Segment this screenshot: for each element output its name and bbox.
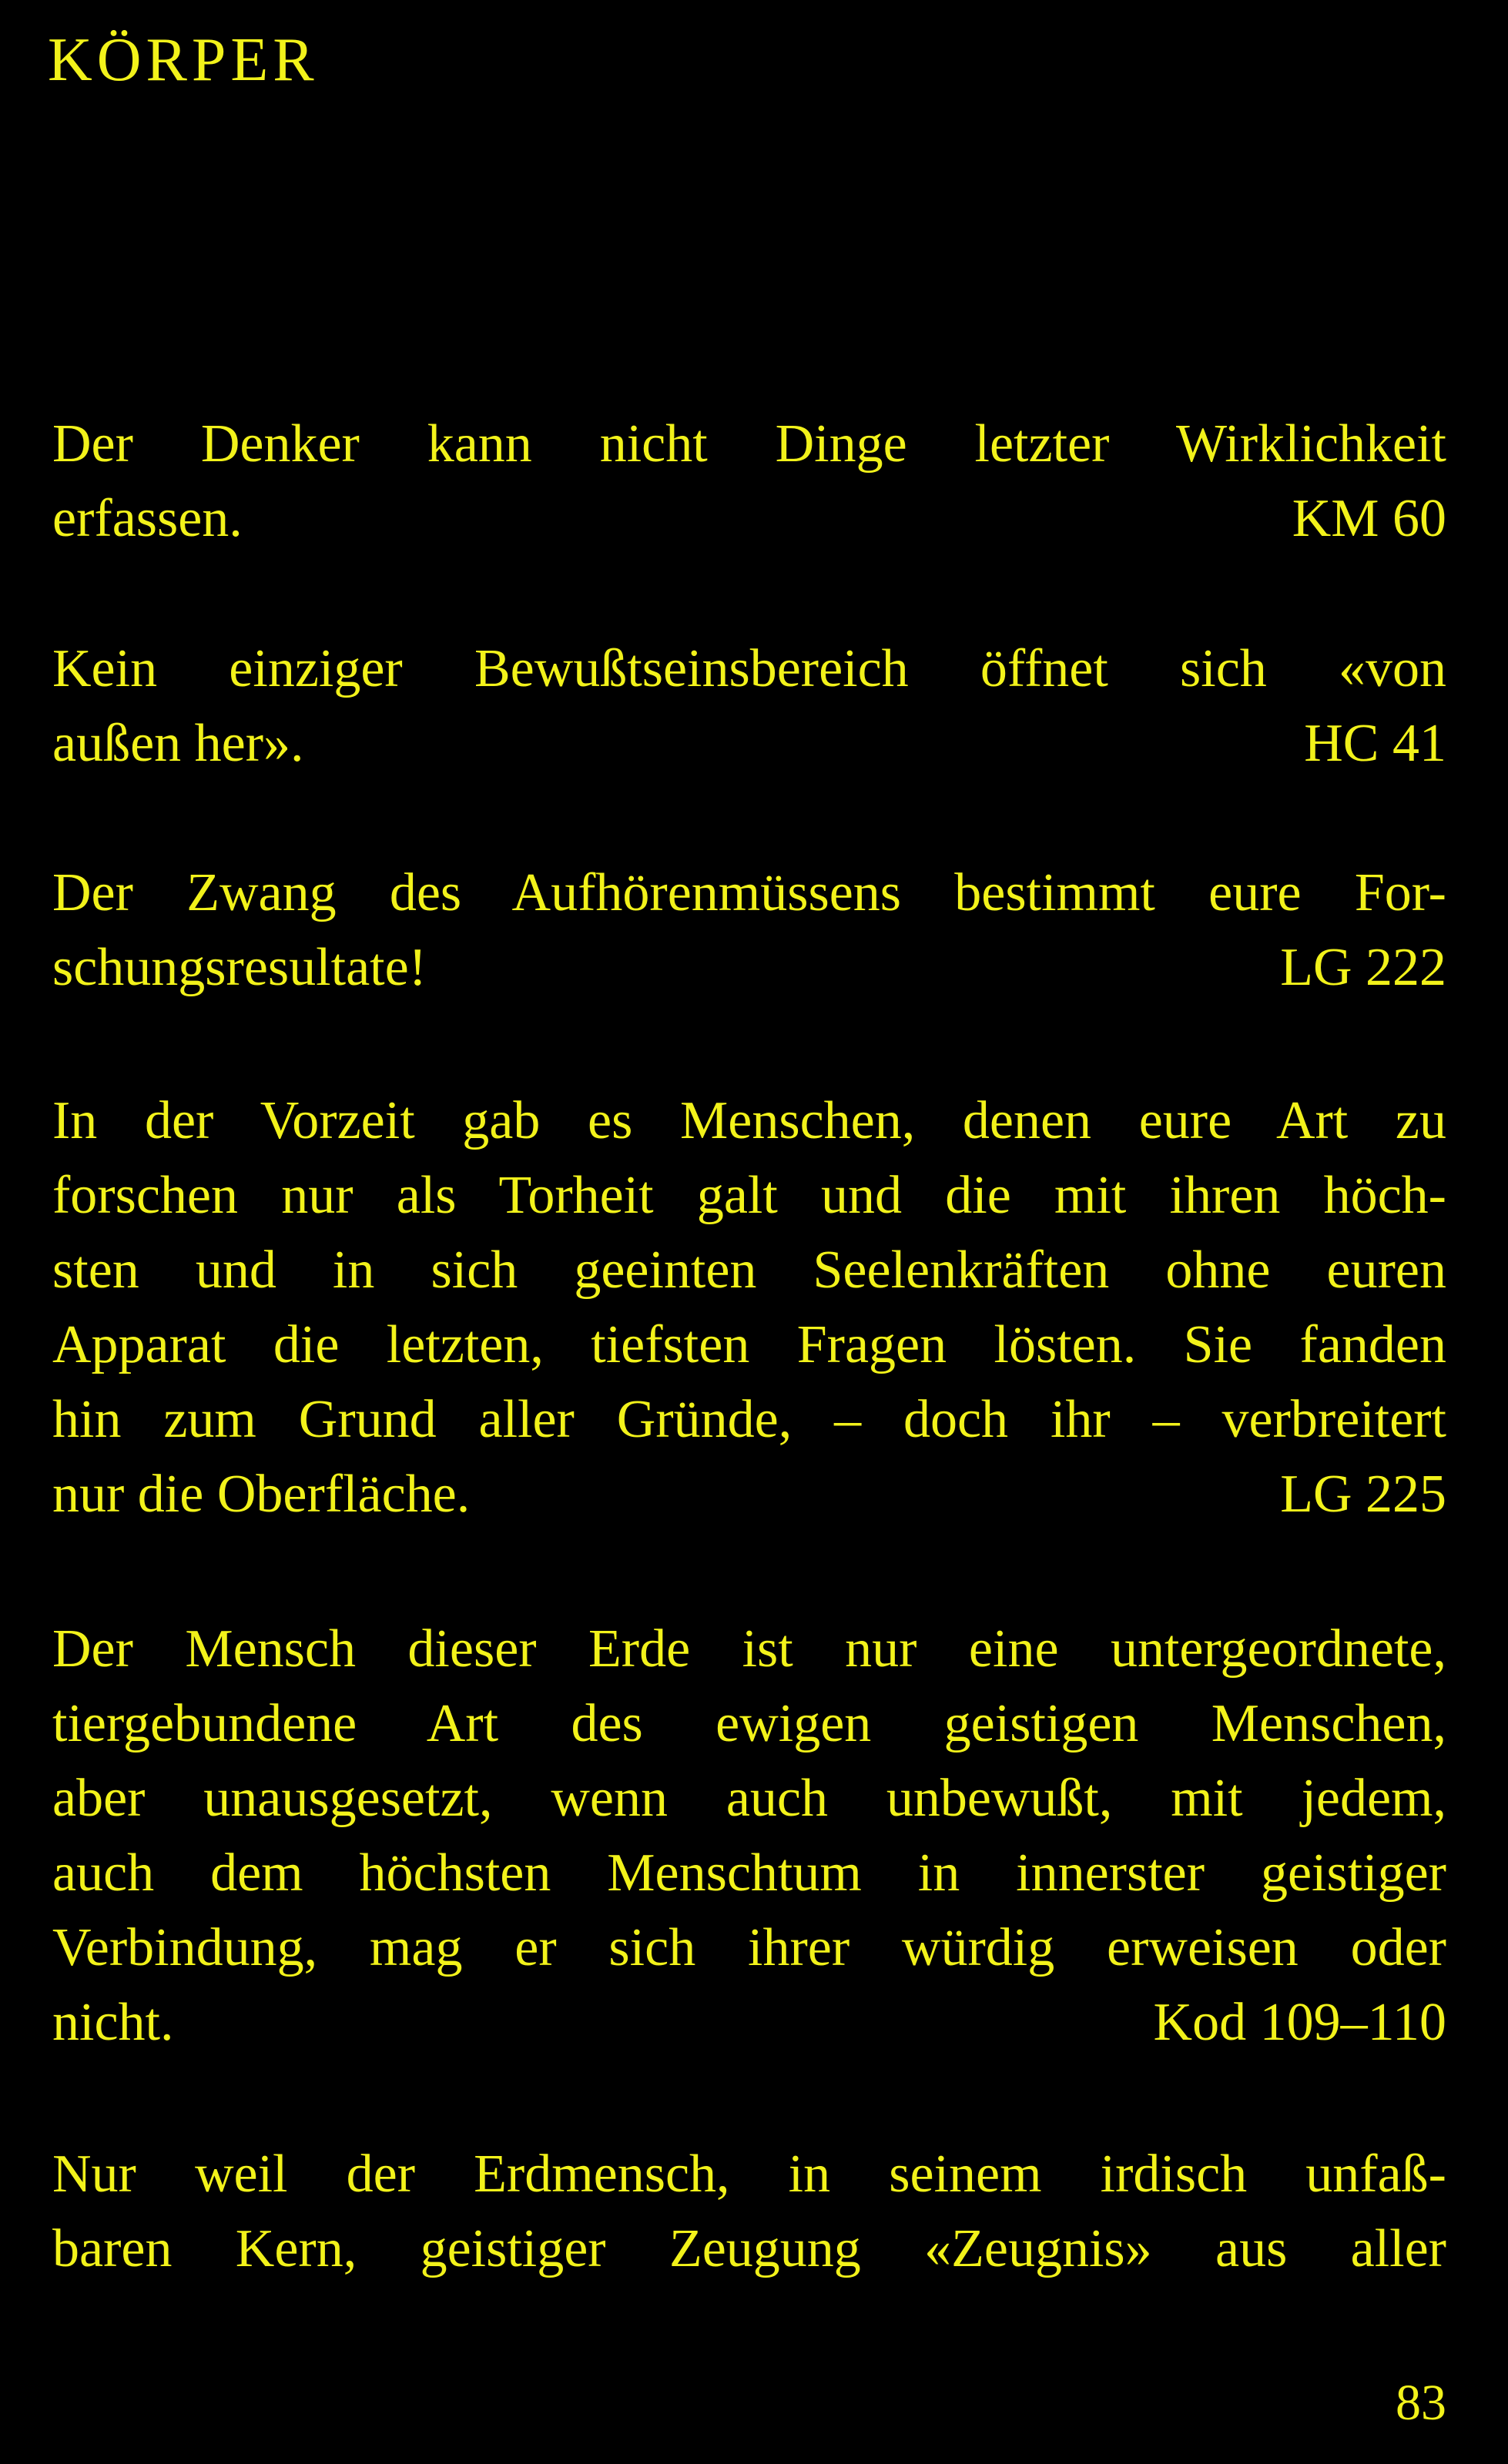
text-line: Der Denker kann nicht Dinge letzter Wirklichkeit — [52, 414, 1446, 474]
text-line: In der Vorzeit gab es Menschen, denen eure Art zu — [52, 1091, 1446, 1150]
text-line: Der Mensch dieser Erde ist nur eine untergeordnete, — [52, 1619, 1446, 1679]
text-line-last — [52, 930, 1446, 1005]
source-reference: KM 60 — [1292, 489, 1446, 548]
text-line: forschen nur als Torheit galt und die mit ihren höch- — [52, 1166, 1446, 1225]
text-line: baren Kern, geistiger Zeugung «Zeugnis» aus aller — [52, 2219, 1446, 2278]
paragraph-1 — [52, 407, 1446, 556]
source-reference: LG 222 — [1280, 938, 1446, 997]
source-reference: HC 41 — [1304, 714, 1446, 773]
paragraph-3 — [52, 855, 1446, 1005]
page-number: 83 — [1396, 2375, 1446, 2431]
text-line: Verbindung, mag er sich ihrer würdig erweisen oder — [52, 1918, 1446, 1977]
source-reference: Kod 109–110 — [1153, 1993, 1446, 2052]
text-line: hin zum Grund aller Gründe, – doch ihr – verbreitert — [52, 1390, 1446, 1449]
text-line: sten und in sich geeinten Seelenkräften ohne euren — [52, 1240, 1446, 1300]
text-line: Apparat die letzten, tiefsten Fragen lösten. Sie fanden — [52, 1315, 1446, 1374]
text-fragment: nur die Oberfläche. — [52, 1465, 471, 1524]
paragraph-4 — [52, 1083, 1446, 1532]
text-fragment: außen her». — [52, 714, 304, 773]
text-line-last — [52, 1457, 1446, 1532]
text-line: Nur weil der Erdmensch, in seinem irdisch unfaß- — [52, 2144, 1446, 2204]
text-line-last — [52, 481, 1446, 556]
chapter-title: KÖRPER — [48, 26, 319, 94]
text-line-last — [52, 1985, 1446, 2060]
text-line: Der Zwang des Aufhörenmüssens bestimmt eure For- — [52, 863, 1446, 922]
text-fragment: erfassen. — [52, 489, 243, 548]
text-fragment: schungsresultate! — [52, 938, 427, 997]
text-line: auch dem höchsten Menschtum in innerster geistiger — [52, 1843, 1446, 1903]
paragraph-5 — [52, 1612, 1446, 2060]
source-reference: LG 225 — [1280, 1465, 1446, 1524]
paragraph-6 — [52, 2137, 1446, 2286]
text-line: Kein einziger Bewußtseinsbereich öffnet sich «von — [52, 639, 1446, 698]
text-line: aber unausgesetzt, wenn auch unbewußt, mit jedem, — [52, 1769, 1446, 1828]
text-fragment: nicht. — [52, 1993, 174, 2052]
text-line: tiergebundene Art des ewigen geistigen Menschen, — [52, 1694, 1446, 1753]
text-line-last — [52, 706, 1446, 781]
paragraph-2 — [52, 631, 1446, 781]
